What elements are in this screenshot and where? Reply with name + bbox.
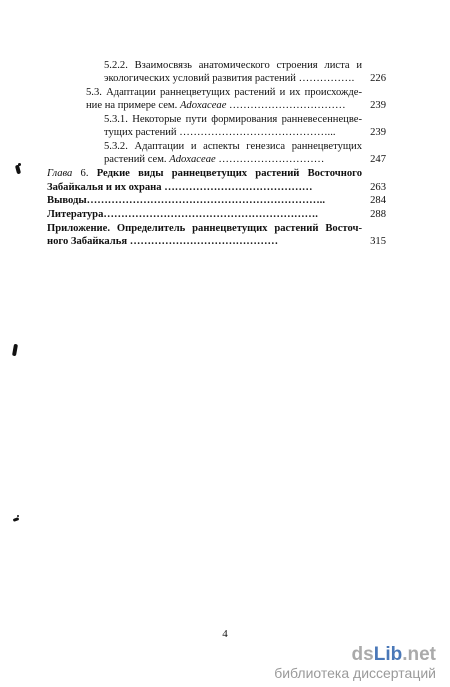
toc-page-number: 288: [370, 209, 386, 220]
toc-page-number: 239: [370, 100, 386, 111]
toc-chapter-6-line1: Глава 6. Редкие виды раннецветущих растений Восточного: [47, 168, 362, 179]
scan-mark: [17, 515, 19, 517]
toc-appendix-line2: ного Забайкалья ……………………………………: [47, 236, 279, 247]
toc-entry-5-2-2-line2: экологических условий развития растений …………….: [104, 73, 355, 84]
scan-mark: [13, 517, 20, 522]
watermark: [274, 645, 436, 681]
page-number: 4: [222, 628, 228, 640]
toc-chapter-6-line2: Забайкалья и их охрана ……………………………………: [47, 182, 313, 193]
scan-mark: [12, 344, 18, 357]
toc-entry-5-3-2-line2: растений сем. Adoxaceae …………………………: [104, 154, 325, 165]
watermark-subtitle: библиотека диссертаций: [274, 665, 436, 681]
toc-entry-5-3-line1: 5.3. Адаптации раннецветущих растений и их происхожде-: [86, 87, 362, 98]
scan-mark: [18, 163, 21, 166]
toc-entry-5-3-1-line1: 5.3.1. Некоторые пути формирования ранневесеннецве-: [104, 114, 362, 125]
toc-entry-5-3-1-line2: тущих растений ……………………………………...: [104, 127, 336, 138]
toc-page-number: 315: [370, 236, 386, 247]
toc-page-number: 284: [370, 195, 386, 206]
toc-page-number: 263: [370, 182, 386, 193]
toc-page-number: 239: [370, 127, 386, 138]
toc-page-number: 247: [370, 154, 386, 165]
scan-mark: [15, 165, 21, 175]
toc-entry-5-2-2-line1: 5.2.2. Взаимосвязь анатомического строения листа и: [104, 60, 362, 71]
toc-entry-5-3-2-line1: 5.3.2. Адаптации и аспекты генезиса раннецветущих: [104, 141, 362, 152]
toc-appendix-line1: Приложение. Определитель раннецветущих растений Восточ-: [47, 223, 362, 234]
toc-entry-5-3-line2: ние на примере сем. Adoxaceae ……………………………: [86, 100, 346, 111]
watermark-logo: dsLib.net: [351, 644, 436, 665]
toc-page-number: 226: [370, 73, 386, 84]
toc-literature: Литература…………………………………………………….: [47, 209, 318, 220]
toc-conclusions: Выводы…………………………………………………………..: [47, 195, 325, 206]
